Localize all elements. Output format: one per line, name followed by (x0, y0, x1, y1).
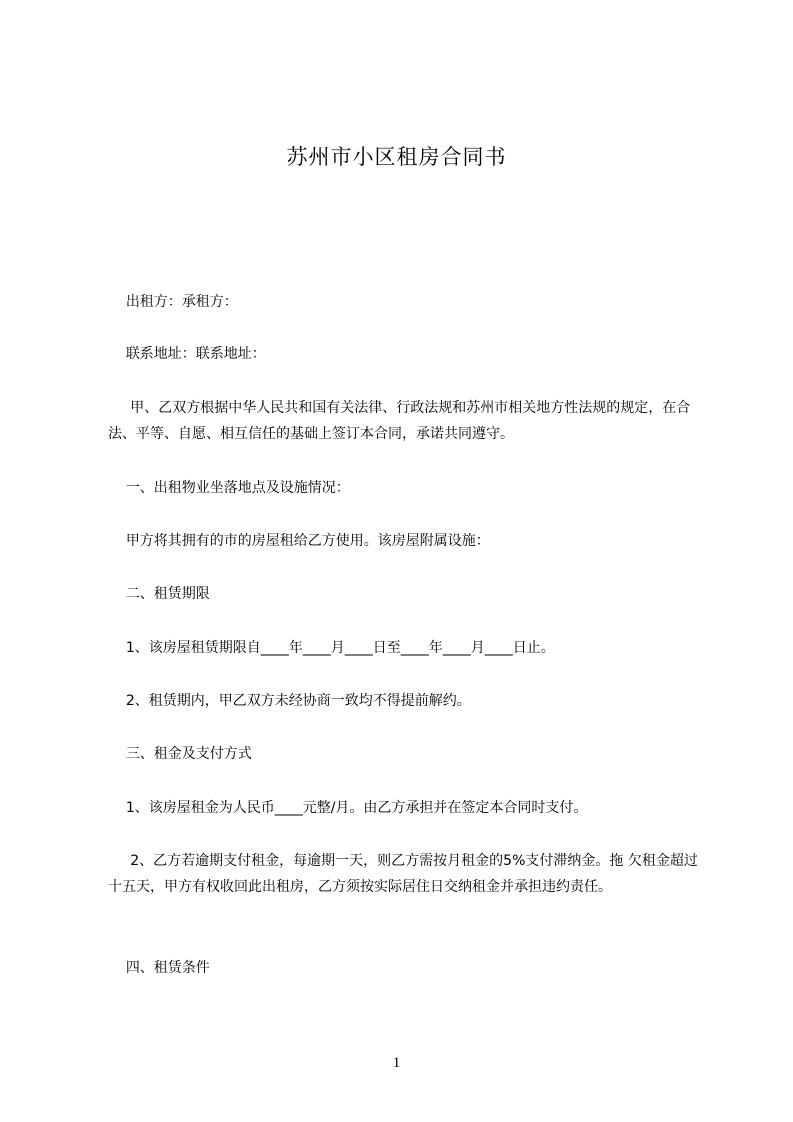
parties-line: 出租方：承租方： (108, 294, 238, 310)
term-clause-1: 1、该房屋租赁期限自____年____月____日至____年____月____日止。 (108, 640, 555, 656)
section-heading-3: 三、租金及支付方式 (108, 746, 252, 762)
property-paragraph: 甲方将其拥有的市的房屋租给乙方使用。该房屋附属设施： (108, 533, 490, 549)
section-heading-4: 四、租赁条件 (108, 960, 210, 976)
rent-clause-2: 2、乙方若逾期支付租金，每逾期一天，则乙方需按月租金的5%支付滞纳金。拖 欠租金超过十五天，甲方有权收回此出租房，乙方须按实际居住日交纳租金并承担违约责任。 (108, 853, 698, 895)
section-heading-2: 二、租赁期限 (108, 586, 210, 602)
page-number: 1 (392, 1055, 401, 1071)
address-line: 联系地址：联系地址： (108, 346, 266, 362)
document-title: 苏州市小区租房合同书 (286, 145, 507, 169)
preamble-paragraph: 甲、乙双方根据中华人民共和国有关法律、行政法规和苏州市相关地方性法规的规定，在合法、平等、自愿、相互信任的基础上签订本合同，承诺共同遵守。 (108, 400, 691, 442)
rent-clause-1: 1、该房屋租金为人民币____元整/月。由乙方承担并在签定本合同时支付。 (108, 800, 588, 816)
term-clause-2: 2、租赁期内，甲乙双方未经协商一致均不得提前解约。 (108, 693, 471, 709)
section-heading-1: 一、出租物业坐落地点及设施情况： (108, 480, 350, 496)
